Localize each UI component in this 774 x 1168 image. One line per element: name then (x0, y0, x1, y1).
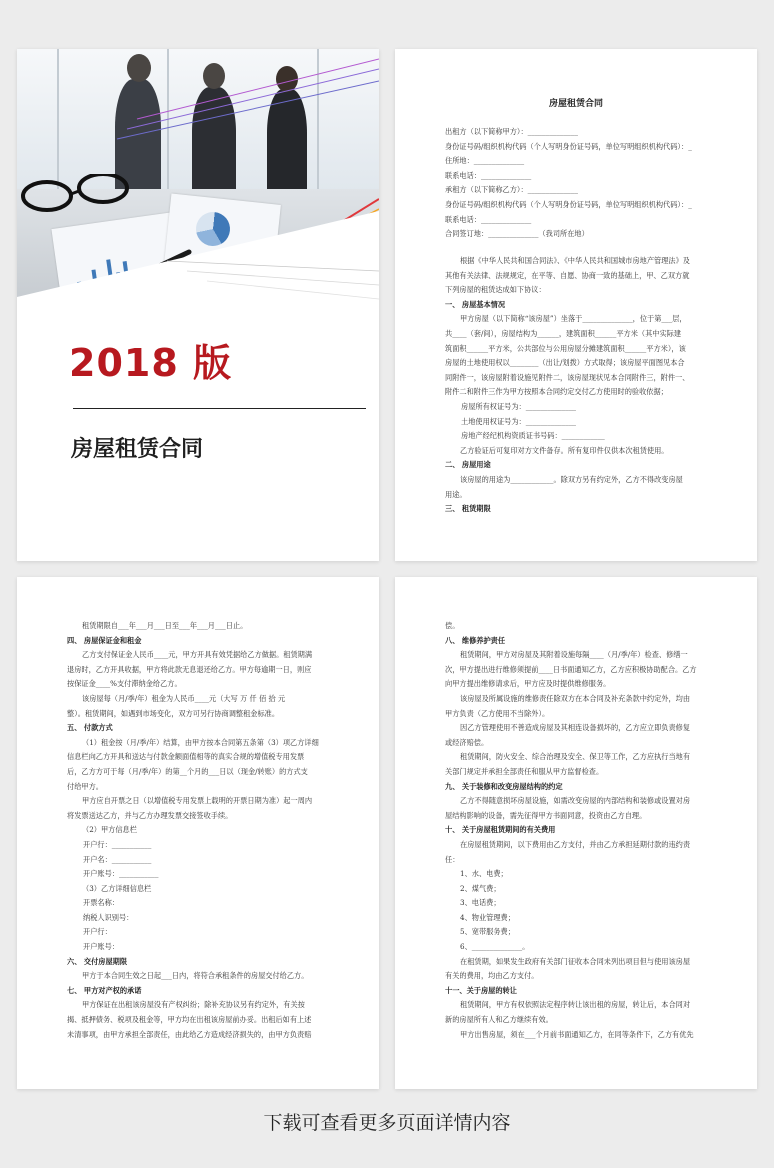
contract-line: 出租方（以下简称甲方）：______________ (445, 127, 578, 136)
contract-line: 房屋所有权证号为：______________ (461, 401, 577, 411)
contract-line: 1、水、电费； (460, 869, 508, 879)
contract-line: 甲方于本合同生效之日起___日内，将符合承租条件的房屋交付给乙方。 (82, 971, 309, 981)
contract-line: 甲方负责（乙方使用不当除外）。 (445, 708, 550, 718)
contract-line: 纳税人识别号： (83, 912, 134, 922)
section-heading: 十一、关于房屋的转让 (445, 985, 517, 995)
section-heading: 九、 关于装修和改变房屋结构的约定 (445, 781, 563, 791)
contract-line: 或经济赔偿。 (445, 737, 489, 747)
section-heading: 一、 房屋基本情况 (445, 299, 506, 309)
contract-line: 关部门规定并承担全部责任和服从甲方监督检查。 (445, 766, 604, 776)
contract-line: 屋结构影响的设备，需先征得甲方书面同意，投资由乙方自理。 (445, 810, 647, 820)
contract-line: 租赁期间，防火安全、综合治理及安全、保卫等工作，乙方应执行当地有 (460, 752, 691, 762)
contract-line: 房屋的土地使用权以________（出让/划拨）方式取得；该房屋平面图见本合 (445, 358, 685, 368)
contract-line: 4、物业管理费； (460, 912, 515, 922)
contract-line: 开户名：___________ (83, 854, 152, 864)
contract-line: 付给甲方。 (67, 781, 103, 791)
contract-title: 房屋租赁合同 (548, 99, 603, 109)
contract-line: 新的房屋所有人和乙方继续有效。 (445, 1015, 553, 1025)
contract-text-block (445, 254, 709, 517)
contract-line: 3、电话费； (460, 898, 501, 908)
contract-line: 偿。 (445, 621, 460, 630)
contract-line: 退房时，乙方开具收据，甲方将此款无息退还给乙方。甲方每逾期一日，则应 (67, 664, 312, 674)
contract-line: 5、宽带服务费； (460, 927, 515, 937)
contract-line: 将发票送达乙方，并与乙方办理发票交接签收手续。 (67, 810, 233, 820)
contract-line: 土地使用权证号为：______________ (461, 416, 577, 426)
contract-line: 揭、抵押债务、税项及租金等，甲方均在出租该房屋前办妥。出租后如有上述 (67, 1015, 312, 1025)
contract-line: 房地产经纪机构资质证书号码：____________ (461, 431, 605, 441)
section-heading: 二、 房屋用途 (445, 460, 491, 470)
contract-line: 后，乙方方可于每（月/季/年）的第__个月的___日以（现金/转账）的方式支 (67, 766, 308, 776)
cover-page (17, 49, 379, 561)
contract-line: 未清事项，由甲方承担全部责任，由此给乙方造成经济损失的，由甲方负责赔 (67, 1029, 312, 1039)
contract-line: 信息栏向乙方开具和送达与付款金额面值相等的真实合规的增值税专用发票 (67, 752, 305, 762)
contract-line: 甲方出售房屋，须在___个月前书面通知乙方，在同等条件下，乙方有优先 (460, 1029, 694, 1039)
contract-line: 在房屋租赁期间，以下费用由乙方支付，并由乙方承担延期付款的违约责 (460, 839, 691, 849)
contract-line: 按保证金____%支付滞纳金给乙方。 (67, 679, 182, 689)
contract-line: 该房屋每（月/季/年）租金为人民币____元（大写 万 仟 佰 拾 元 (82, 693, 286, 703)
contract-line: 向甲方提出维修请求后，甲方应及时提供维修服务。 (445, 679, 611, 689)
contract-line: 2、煤气费； (460, 883, 501, 893)
cover-year-label: 2018 版 (69, 341, 232, 385)
contract-line: 其他有关法律、法规规定，在平等、自愿、协商一致的基础上，甲、乙双方就 (445, 270, 690, 280)
section-heading: 十、 关于房屋租赁期间的有关费用 (445, 825, 556, 835)
contract-line: （2）甲方信息栏 (82, 825, 137, 835)
section-heading: 四、 房屋保证金和租金 (67, 635, 142, 645)
cover-title: 房屋租赁合同 (71, 437, 204, 462)
contract-line: （1）租金按（月/季/年）结算，由甲方按本合同第五条第（3）项乙方详细 (82, 737, 319, 747)
contract-line: 在租赁期，如果发生政府有关部门征收本合同未列出项目但与使用该房屋 (460, 956, 691, 966)
contract-line: 任： (445, 854, 460, 864)
contract-line: 开户行：___________ (83, 839, 152, 849)
contract-page-1 (395, 49, 757, 561)
contract-line: 乙方验证后可复印对方文件备存。所有复印件仅供本次租赁使用。 (460, 445, 669, 455)
contract-line: 次，甲方提出进行维修须提前____日书面通知乙方，乙方应积极协助配合。乙方 (445, 664, 697, 674)
contract-line: 该房屋及所属设施的维修责任除双方在本合同及补充条款中约定外，均由 (460, 693, 691, 703)
contract-line: 该房屋的用途为____________。除双方另有约定外，乙方不得改变房屋 (460, 474, 683, 484)
contract-line: 联系电话：______________ (445, 170, 532, 180)
contract-line: 乙方不得随意损坏房屋设施，如需改变房屋的内部结构和装修或设置对房 (460, 796, 691, 806)
contract-line: 开票名称： (83, 898, 119, 908)
contract-line: 身份证号码/组织机构代码（个人写明身份证号码，单位写明组织机构代码）：_ (445, 141, 692, 151)
section-heading: 五、 付款方式 (67, 723, 113, 733)
contract-line: 甲方房屋（以下简称“该房屋”）坐落于______________，位于第___层， (460, 314, 687, 324)
contract-line: 6、______________。 (460, 942, 530, 952)
contract-line: 联系电话：______________ (445, 214, 532, 224)
contract-line: 合同签订地：______________（我司所在地） (445, 229, 589, 239)
contract-line: 承租方（以下简称乙方）：______________ (445, 185, 578, 195)
section-heading: 六、 交付房屋期限 (67, 956, 128, 966)
contract-line: 乙方支付保证金人民币____元，甲方开具有效凭据给乙方做据。租赁期满 (82, 650, 313, 660)
contract-line: 下列房屋的租赁达成如下协议： (445, 285, 546, 295)
contract-line: 租赁期间，甲方对房屋及其附着设施每隔____（月/季/年）检查、修缮一 (460, 650, 688, 660)
contract-line: 住所地：______________ (445, 156, 525, 166)
contract-text-block (67, 619, 331, 1042)
contract-line: 附件二和附件三作为甲方按照本合同约定交付乙方使用时的验收依据； (445, 387, 668, 397)
contract-line: 租赁期间，甲方有权依照法定程序转让该出租的房屋，转让后，本合同对 (460, 1000, 691, 1010)
section-heading: 三、 租赁期限 (445, 504, 491, 514)
cover-divider (73, 408, 366, 409)
contract-text-block (445, 619, 709, 1042)
contract-line: 共____（套/间），房屋结构为______，建筑面积______平方米（其中实际建 (445, 328, 682, 338)
contract-line: 甲方应自开票之日（以增值税专用发票上载明的开票日期为准）起一周内 (82, 796, 313, 806)
contract-line: 有关的费用，均由乙方支付。 (445, 971, 539, 981)
contract-line: 开户账号： (83, 942, 119, 952)
contract-line: 根据《中华人民共和国合同法》、《中华人民共和国城市房地产管理法》及 (460, 256, 690, 265)
contract-line: （3）乙方详细信息栏 (82, 883, 152, 893)
contract-line: 筑面积______平方米，公共部位与公用房屋分摊建筑面积______平方米），该 (445, 343, 686, 353)
contract-line: 用途。 (445, 489, 467, 499)
contract-line: 租赁期限自___年___月___日至___年___月___日止。 (82, 621, 248, 630)
contract-line: 因乙方管理使用不善造成房屋及其相连设备损坏的，乙方应立即负责修复 (460, 723, 691, 733)
section-heading: 七、 甲方对产权的承诺 (67, 985, 142, 995)
contract-line: 开户行： (83, 927, 112, 937)
contract-line: 整）。租赁期间，如遇到市场变化，双方可另行协商调整租金标准。 (67, 708, 280, 718)
contract-page-2 (17, 577, 379, 1089)
download-caption: 下载可查看更多页面详情内容 (263, 1112, 511, 1134)
cover-diagonal-shape (17, 49, 379, 349)
contract-page-3 (395, 577, 757, 1089)
section-heading: 八、 维修养护责任 (445, 635, 506, 645)
contract-line: 甲方保证在出租该房屋没有产权纠纷；除补充协议另有约定外，有关按 (82, 1000, 305, 1010)
party-info-block (445, 125, 709, 242)
contract-line: 同附件一，该房屋附着设施见附件二，该房屋现状见本合同附件三，附件一、 (445, 372, 690, 382)
contract-line: 开户账号：___________ (83, 869, 159, 879)
contract-line: 身份证号码/组织机构代码（个人写明身份证号码，单位写明组织机构代码）：_ (445, 199, 692, 209)
